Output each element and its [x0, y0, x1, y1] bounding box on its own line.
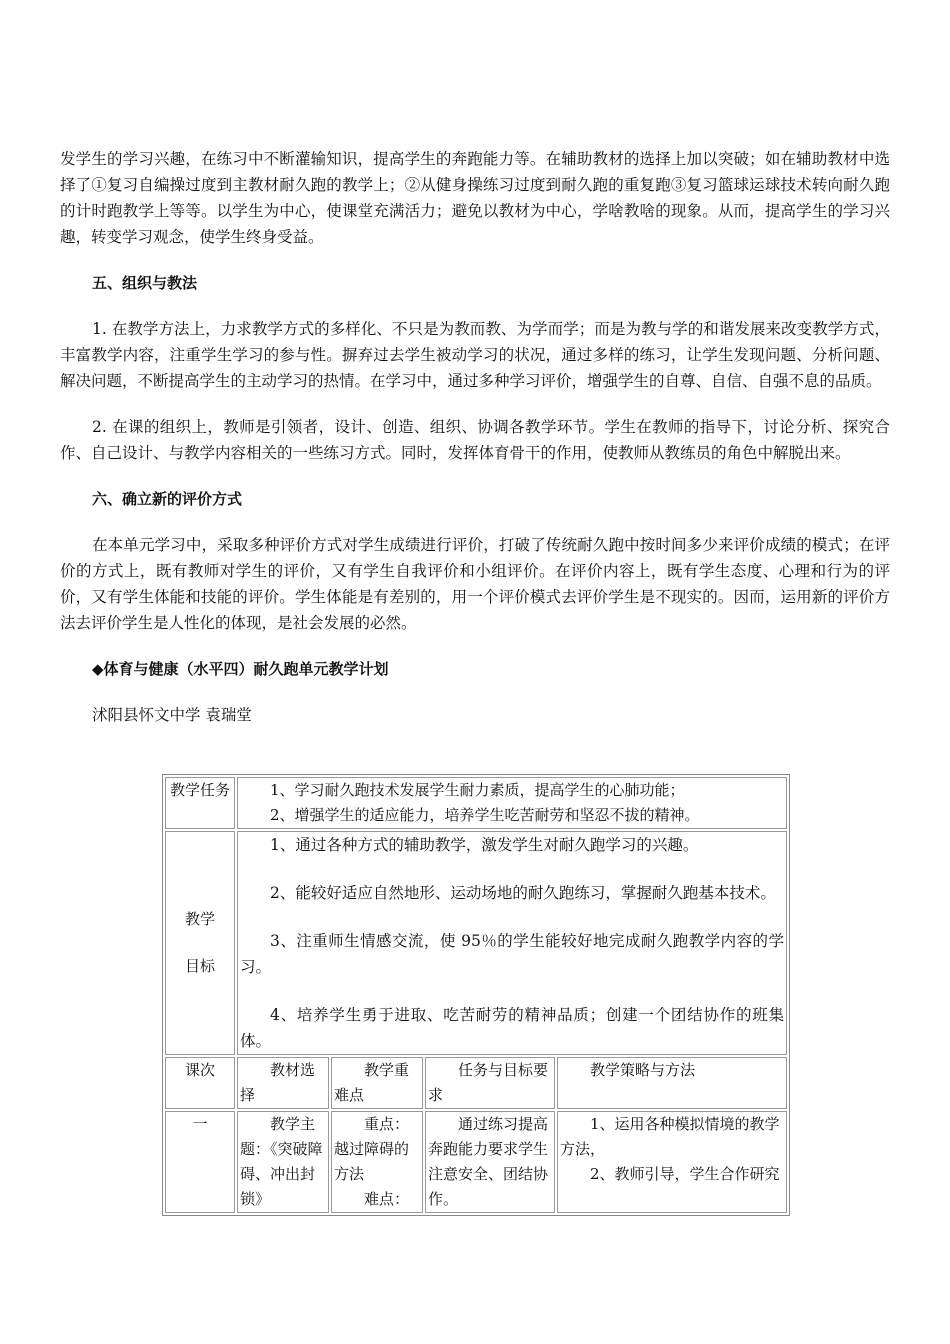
task-goal-cell: 通过练习提高奔跑能力要求学生注意安全、团结协作。	[425, 1111, 555, 1213]
key-point-text: 重点：越过障碍的方法	[334, 1115, 410, 1183]
paragraph-method-2: 2. 在课的组织上，教师是引领者，设计、创造、组织、协调各教学环节。学生在教师的指导下，讨论分析、探究合作、自己设计、与教学内容相关的一些练习方式。同时，发挥体育骨干的作用，使教师从教练员的角色中解脱出来。	[60, 418, 890, 462]
goal-item-1: 1、通过各种方式的辅助教学，激发学生对耐久跑学习的兴趣。	[270, 836, 699, 854]
goal-content-cell	[237, 831, 787, 1055]
table-row-goal	[165, 831, 787, 1055]
strategy-item-1: 1、运用各种模拟情境的教学方法，	[560, 1115, 780, 1158]
document-body	[60, 146, 890, 728]
key-point-cell	[331, 1111, 423, 1213]
task-content-cell	[237, 777, 787, 829]
strategy-cell	[557, 1111, 787, 1213]
task-item-1: 1、学习耐久跑技术发展学生耐力素质，提高学生的心肺功能；	[270, 781, 685, 799]
header-lesson: 课次	[165, 1057, 235, 1109]
task-item-2: 2、增强学生的适应能力，培养学生吃苦耐劳和坚忍不拔的精神。	[270, 806, 700, 824]
section-heading-6: 六、确立新的评价方式	[92, 490, 243, 508]
section-heading-5: 五、组织与教法	[92, 274, 198, 292]
goal-item-4: 4、培养学生勇于进取、吃苦耐劳的精神品质；创建一个团结协作的班集体。	[240, 1006, 784, 1050]
goal-item-3: 3、注重师生情感交流，使 95％的学生能较好地完成耐久跑教学内容的学习。	[240, 932, 784, 976]
header-strategy: 教学策略与方法	[557, 1057, 787, 1109]
paragraph-intro: 发学生的学习兴趣，在练习中不断灌输知识，提高学生的奔跑能力等。在辅助教材的选择上加以突破；如在辅助教材中选择了①复习自编操过度到主教材耐久跑的教学上；②从健身操练习过度到耐久跑的重复跑③复习篮球运球技术转向耐久跑的计时跑教学上等等。以学生为中心，使课堂充满活力；避免以教材为中心，学啥教啥的现象。从而，提高学生的学习兴趣，转变学习观念，使学生终身受益。	[60, 150, 890, 246]
header-task: 任务与目标要求	[425, 1057, 555, 1109]
task-label: 教学任务	[169, 781, 230, 799]
strategy-item-2: 2、教师引导，学生合作研究	[590, 1165, 780, 1183]
header-material: 教材选择	[237, 1057, 329, 1109]
header-key-point: 教学重难点	[331, 1057, 423, 1109]
table-row	[165, 1111, 787, 1213]
lesson-number: 一	[165, 1111, 235, 1213]
teaching-plan-table	[162, 774, 790, 1216]
paragraph-evaluation: 在本单元学习中，采取多种评价方式对学生成绩进行评价，打破了传统耐久跑中按时间多少来评价成绩的模式；在评价的方式上，既有教师对学生的评价，又有学生自我评价和小组评价。在评价内容上，既有学生态度、心理和行为的评价，又有学生体能和技能的评价。学生体能是有差别的，用一个评价模式去评价学生是不现实的。因而，运用新的评价方法去评价学生是人性化的体现，是社会发展的必然。	[60, 536, 890, 632]
goal-label-cell	[165, 831, 235, 1055]
goal-label-2: 目标	[184, 957, 215, 975]
table-row-task	[165, 777, 787, 829]
goal-label-1: 教学	[184, 910, 215, 928]
table-header-row	[165, 1057, 787, 1109]
difficulty-text: 难点：	[364, 1190, 410, 1208]
paragraph-method-1: 1. 在教学方法上，力求教学方式的多样化、不只是为教而教、为学而学；而是为教与学的和谐发展来改变教学方式，丰富教学内容，注重学生学习的参与性。摒弃过去学生被动学习的状况，通过多样的练习，让学生发现问题、分析问题、解决问题，不断提高学生的主动学习的热情。在学习中，通过多种学习评价，增强学生的自尊、自信、自强不息的品质。	[60, 320, 890, 390]
author-line: 沭阳县怀文中学 袁瑞堂	[92, 706, 252, 724]
task-label-cell	[165, 777, 235, 829]
goal-item-2: 2、能较好适应自然地形、运动场地的耐久跑练习，掌握耐久跑基本技术。	[270, 884, 776, 902]
material-cell: 教学主题：《突破障碍、冲出封锁》	[237, 1111, 329, 1213]
plan-title: ◆体育与健康（水平四）耐久跑单元教学计划	[92, 660, 389, 678]
